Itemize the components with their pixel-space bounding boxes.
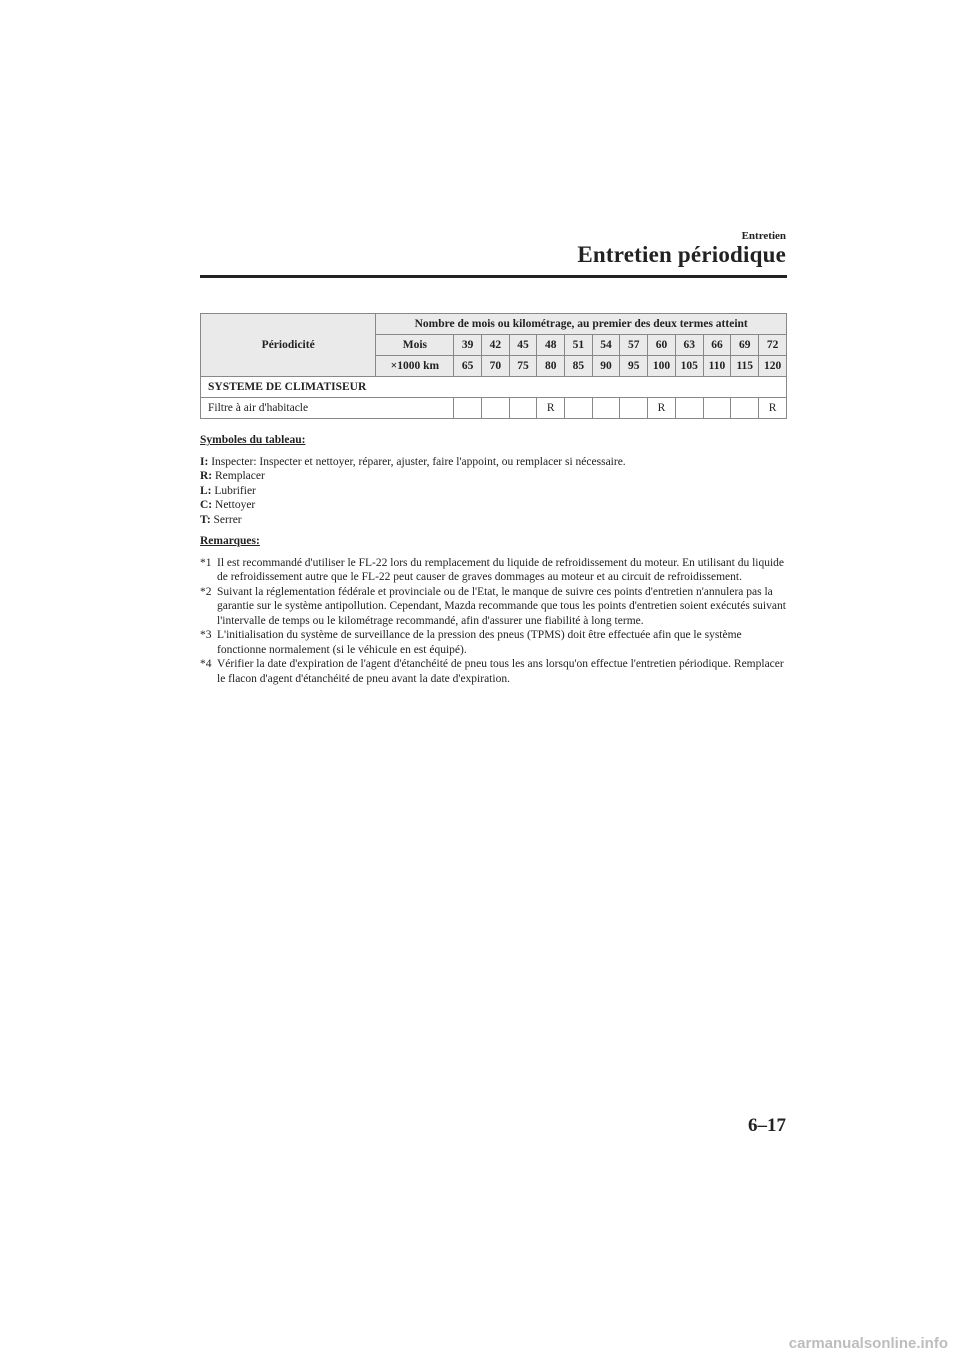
km-cell: 105 — [675, 356, 703, 377]
km-cell: 70 — [482, 356, 510, 377]
header-divider — [200, 275, 787, 278]
legend-heading: Symboles du tableau: — [200, 434, 306, 446]
page-title: Entretien périodique — [577, 242, 786, 267]
month-cell: 69 — [731, 335, 759, 356]
month-cell: 57 — [620, 335, 648, 356]
km-label: ×1000 km — [376, 356, 454, 377]
legend-text: Remplacer — [215, 470, 265, 482]
note-marker: *1 — [200, 556, 212, 569]
legend-key: I: — [200, 455, 209, 468]
table-cell: R — [648, 398, 676, 419]
month-cell: 42 — [482, 335, 510, 356]
note-marker: *3 — [200, 629, 212, 641]
km-cell: 110 — [703, 356, 731, 377]
legend-item — [200, 469, 790, 484]
table-cell — [454, 398, 482, 419]
note-item — [200, 585, 790, 629]
section-title: SYSTEME DE CLIMATISEUR — [201, 377, 787, 398]
table-cell — [592, 398, 620, 419]
table-cell — [731, 398, 759, 419]
page-number: 6–17 — [748, 1115, 786, 1136]
legend-text: Nettoyer — [215, 499, 256, 511]
table-header-row — [201, 314, 787, 335]
km-cell: 120 — [759, 356, 787, 377]
table-cell — [509, 398, 537, 419]
month-cell: 63 — [675, 335, 703, 356]
note-text: Suivant la réglementation fédérale et provinciale ou de l'Etat, le manque de suivre ces points d'entretien n'annulera pas la garantie sur le système antipollution. Cependant, Mazda recommande que tous les points d'entretien soient exécutés suivant l'intervalle de temps ou le kilométrage recommandé, afin d'assurer une fiabilité à long terme. — [217, 585, 786, 627]
legend — [200, 433, 790, 527]
note-item — [200, 657, 790, 686]
km-cell: 100 — [648, 356, 676, 377]
km-cell: 65 — [454, 356, 482, 377]
table-cell: R — [759, 398, 787, 419]
month-cell: 54 — [592, 335, 620, 356]
maintenance-schedule-table — [200, 313, 787, 419]
note-item — [200, 628, 790, 657]
note-text: Il est recommandé d'utiliser le FL-22 lors du remplacement du liquide de refroidissement du moteur. En utilisant du liquide de refroidissement autre que le FL-22 peut causer de graves dommages au moteur et au circuit de refroidissement. — [217, 556, 785, 583]
legend-key: T: — [200, 513, 211, 526]
legend-text: Inspecter: Inspecter et nettoyer, réparer, ajuster, faire l'appoint, ou remplacer si nécessaire. — [211, 455, 626, 468]
km-cell: 115 — [731, 356, 759, 377]
note-item — [200, 556, 790, 585]
month-cell: 60 — [648, 335, 676, 356]
table-cell — [675, 398, 703, 419]
legend-key: C: — [200, 499, 213, 511]
table-cell: R — [537, 398, 565, 419]
table-cell — [703, 398, 731, 419]
notes-heading: Remarques: — [200, 535, 260, 547]
months-label: Mois — [376, 335, 454, 356]
table-row — [201, 398, 787, 419]
legend-item — [200, 455, 790, 470]
legend-item — [200, 498, 790, 513]
km-cell: 80 — [537, 356, 565, 377]
month-cell: 51 — [565, 335, 593, 356]
item-label: Filtre à air d'habitacle — [201, 398, 454, 419]
note-text: Vérifier la date d'expiration de l'agent d'étanchéité de pneu tous les ans lorsqu'on effectue l'entretien périodique. Remplacer le flacon d'agent d'étanchéité de pneu avant la date d'expiration. — [217, 658, 784, 685]
note-marker: *2 — [200, 585, 212, 598]
notes-list — [200, 556, 790, 687]
month-cell: 72 — [759, 335, 787, 356]
legend-key: L: — [200, 484, 212, 497]
month-cell: 39 — [454, 335, 482, 356]
legend-item — [200, 484, 790, 499]
table-cell — [620, 398, 648, 419]
notes — [200, 534, 790, 686]
month-cell: 45 — [509, 335, 537, 356]
legend-text: Lubrifier — [214, 484, 256, 497]
periodicite-header: Périodicité — [201, 314, 376, 377]
km-cell: 75 — [509, 356, 537, 377]
interval-header: Nombre de mois ou kilométrage, au premier des deux termes atteint — [376, 314, 787, 335]
section-label: Entretien — [741, 230, 786, 242]
note-marker: *4 — [200, 658, 212, 670]
legend-list — [200, 455, 790, 528]
month-cell: 48 — [537, 335, 565, 356]
section-row — [201, 377, 787, 398]
legend-text: Serrer — [213, 513, 242, 526]
month-cell: 66 — [703, 335, 731, 356]
km-cell: 90 — [592, 356, 620, 377]
note-text: L'initialisation du système de surveillance de la pression des pneus (TPMS) doit être effectuée afin que le système fonctionne normalement (si le véhicule en est équipé). — [217, 629, 742, 656]
legend-key: R: — [200, 470, 213, 482]
table-cell — [482, 398, 510, 419]
km-cell: 95 — [620, 356, 648, 377]
legend-item — [200, 513, 790, 528]
km-cell: 85 — [565, 356, 593, 377]
table-cell — [565, 398, 593, 419]
footer-watermark: carmanualsonline.info — [788, 1335, 948, 1352]
